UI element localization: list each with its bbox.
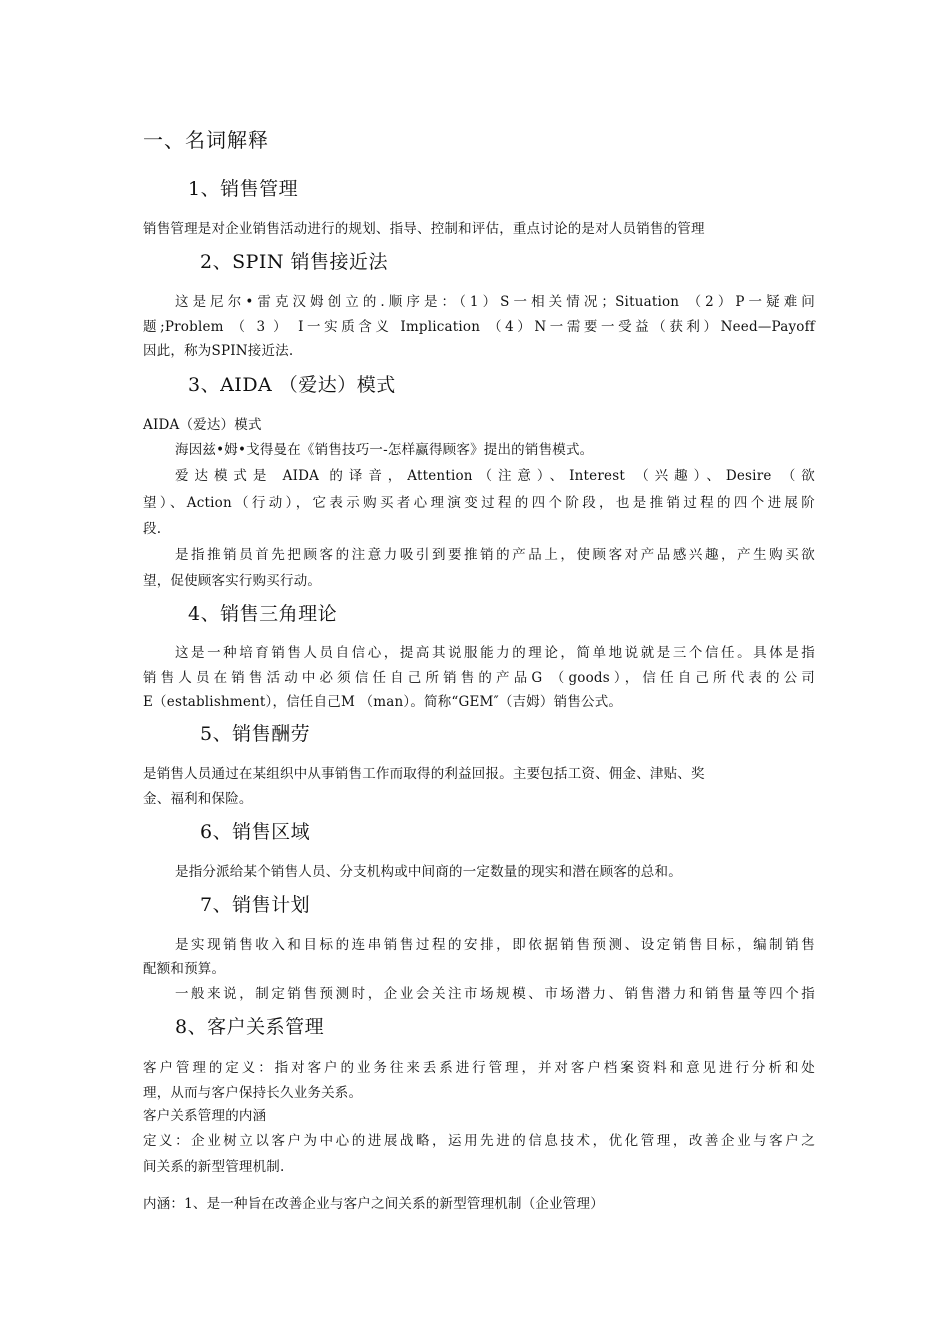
paragraph-line: 是实现销售收入和目标的连串销售过程的安排，即依据销售预测、设定销售目标，编制销售 bbox=[175, 937, 815, 953]
paragraph-line: 海因兹•姆•戈得曼在《销售技巧一-怎样赢得顾客》提出的销售模式。 bbox=[175, 442, 594, 458]
paragraph-line: 段. bbox=[143, 521, 162, 537]
paragraph-line: 配额和预算。 bbox=[143, 961, 226, 977]
paragraph-line: E（establishment），信任自己M （man）。简称“GEM″（吉姆）销售公式。 bbox=[143, 694, 623, 710]
term-title-sales-triangle: 4、销售三角理论 bbox=[188, 603, 338, 625]
term-title-sales-territory: 6、销售区域 bbox=[200, 821, 311, 843]
term-title-sales-plan: 7、销售计划 bbox=[200, 894, 311, 916]
paragraph-line: 是销售人员通过在某组织中从事销售工作而取得的利益回报。主要包括工资、佣金、津贴、奖 bbox=[143, 766, 705, 782]
paragraph-line: 客户管理的定义：指对客户的业务往来丢系进行管理，并对客户档案资料和意见进行分析和处 bbox=[143, 1060, 815, 1076]
paragraph-line: AIDA（爱达）模式 bbox=[143, 417, 262, 433]
paragraph-line: 销售人员在销售活动中必须信任自己所销售的产品G （goods），信任自己所代表的公司 bbox=[143, 670, 815, 686]
paragraph-line: 望，促使顾客实行购买行动。 bbox=[143, 573, 322, 589]
term-title-sales-compensation: 5、销售酬劳 bbox=[200, 723, 311, 745]
term-title-aida: 3、AIDA （爱达）模式 bbox=[188, 374, 396, 396]
paragraph-line: 理，从而与客户保持长久业务关系。 bbox=[143, 1085, 363, 1101]
paragraph-line: 是指推销员首先把顾客的注意力吸引到要推销的产品上，使顾客对产品感兴趣，产生购买欲 bbox=[175, 547, 815, 563]
section-heading: 一、名词解释 bbox=[143, 128, 269, 152]
paragraph-line: 内涵：1、是一种旨在改善企业与客户之间关系的新型管理机制（企业管理） bbox=[143, 1196, 604, 1212]
paragraph-line: 因此，称为SPIN接近法. bbox=[143, 343, 294, 359]
paragraph-line: 题;Problem （ 3 ） I一实质含义 Implication （4）N一需要一受益（获利）Need—Payoff bbox=[143, 319, 815, 335]
paragraph-line: 是指分派给某个销售人员、分支机构或中间商的一定数量的现实和潜在顾客的总和。 bbox=[175, 864, 682, 880]
paragraph-line: 间关系的新型管理机制. bbox=[143, 1159, 285, 1175]
paragraph-line: 客户关系管理的内涵 bbox=[143, 1108, 267, 1124]
paragraph-line: 销售管理是对企业销售活动进行的规划、指导、控制和评估，重点讨论的是对人员销售的管理 bbox=[143, 221, 705, 237]
paragraph-line: 定义：企业树立以客户为中心的进展战略，运用先进的信息技术，优化管理，改善企业与客户之 bbox=[143, 1133, 815, 1149]
paragraph-line: 这是一种培育销售人员自信心，提高其说服能力的理论，简单地说就是三个信任。具体是指 bbox=[175, 645, 815, 661]
paragraph-line: 望）、Action（行动），它表示购买者心理演变过程的四个阶段，也是推销过程的四个进展阶 bbox=[143, 495, 815, 511]
paragraph-line: 这是尼尔•雷克汉姆创立的.顺序是：（1）S一相关情况；Situation （2）P一疑难问 bbox=[175, 294, 815, 310]
paragraph-line: 金、福利和保险。 bbox=[143, 791, 253, 807]
paragraph-line: 爱达模式是 AIDA 的译音，Attention（注意）、Interest （兴趣）、Desire （欲 bbox=[175, 468, 815, 484]
paragraph-line: 一般来说，制定销售预测时，企业会关注市场规模、市场潜力、销售潜力和销售量等四个指 bbox=[175, 986, 815, 1002]
term-title-sales-management: 1、销售管理 bbox=[188, 178, 299, 200]
term-title-crm: 8、客户关系管理 bbox=[175, 1016, 325, 1038]
term-title-spin: 2、SPIN 销售接近法 bbox=[200, 251, 389, 273]
